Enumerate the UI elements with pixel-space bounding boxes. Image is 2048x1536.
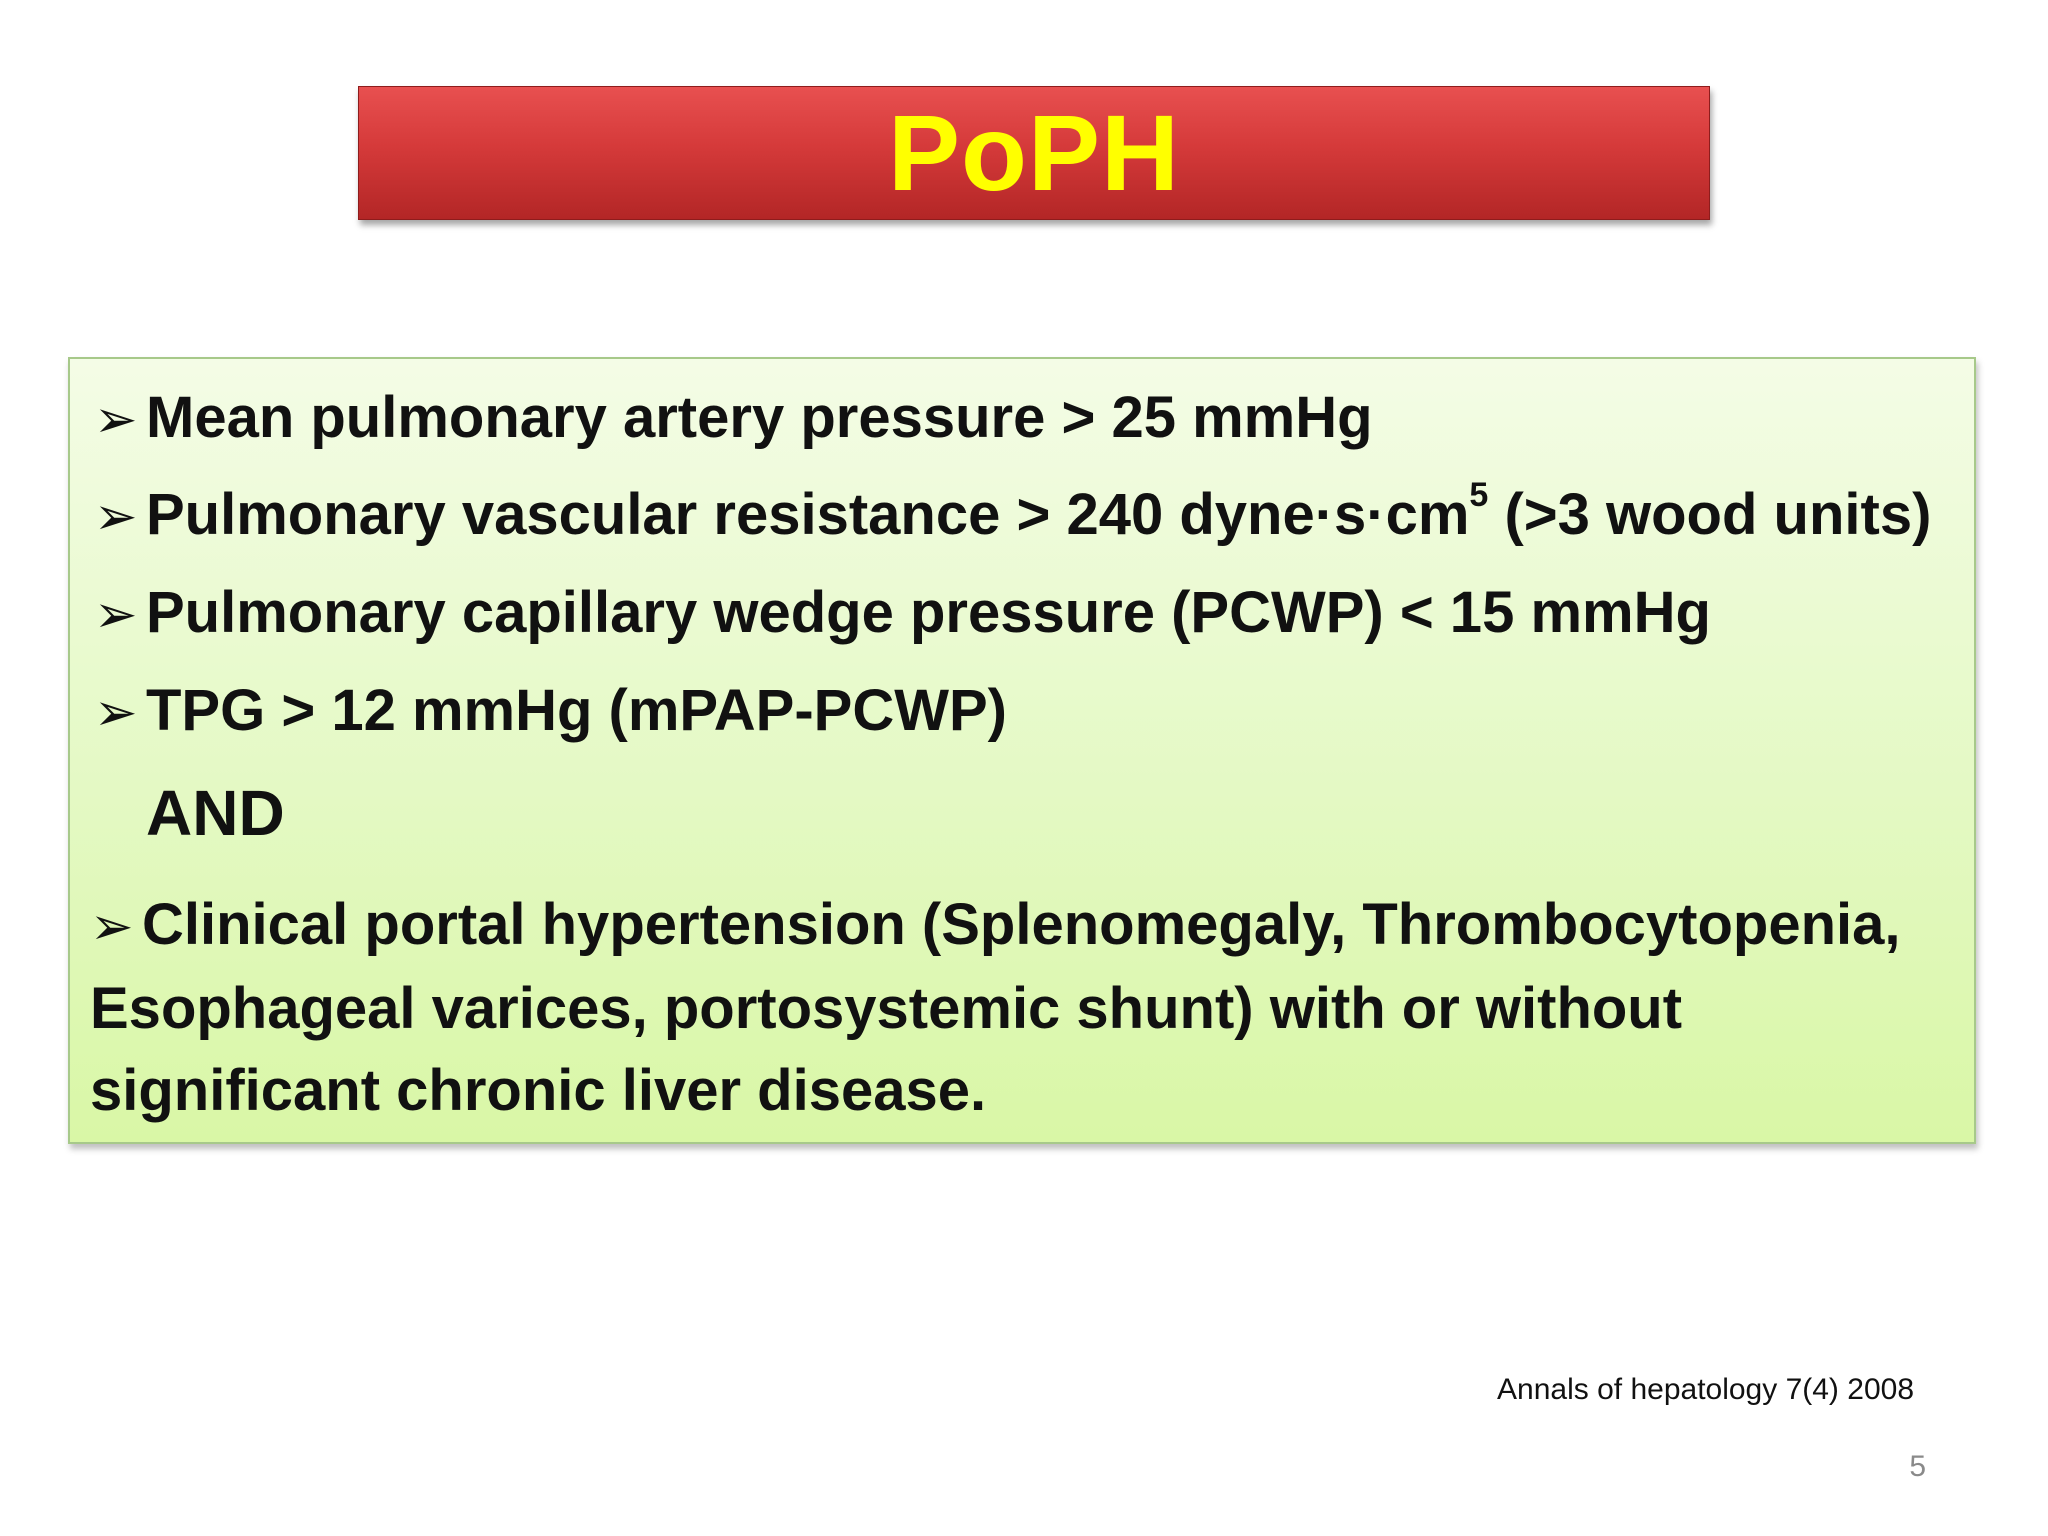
bullet-text: Pulmonary vascular resistance > 240 dyne·s·cm <box>146 482 1470 547</box>
bullet-clinical-portal-hypertension <box>90 884 1960 1132</box>
title-bar <box>358 86 1710 220</box>
conjunction-and: AND <box>146 777 285 849</box>
arrow-bullet-icon: ➢ <box>94 390 138 450</box>
arrow-bullet-icon: ➢ <box>90 897 134 957</box>
content-box <box>68 357 1976 1144</box>
bullet-pcwp <box>94 580 1711 645</box>
bullet-pvr <box>94 476 1932 547</box>
citation: Annals of hepatology 7(4) 2008 <box>1497 1373 1914 1406</box>
bullet-text-suffix: (>3 wood units) <box>1488 482 1932 547</box>
arrow-bullet-icon: ➢ <box>94 487 138 547</box>
bullet-tpg <box>94 678 1007 743</box>
slide-title: PoPH <box>887 92 1181 213</box>
superscript: 5 <box>1469 476 1489 514</box>
bullet-mean-pap <box>94 385 1373 450</box>
bullet-text: Pulmonary capillary wedge pressure (PCWP) < 15 mmHg <box>146 580 1711 645</box>
arrow-bullet-icon: ➢ <box>94 683 138 743</box>
arrow-bullet-icon: ➢ <box>94 585 138 645</box>
bullet-text: TPG > 12 mmHg (mPAP-PCWP) <box>146 678 1007 743</box>
bullet-text: Clinical portal hypertension (Splenomegaly, Thrombocytopenia, Esophageal varices, portosystemic shunt) with or without significant chronic liver disease. <box>90 892 1901 1123</box>
bullet-text: Mean pulmonary artery pressure > 25 mmHg <box>146 385 1373 450</box>
page-number: 5 <box>1909 1450 1926 1483</box>
